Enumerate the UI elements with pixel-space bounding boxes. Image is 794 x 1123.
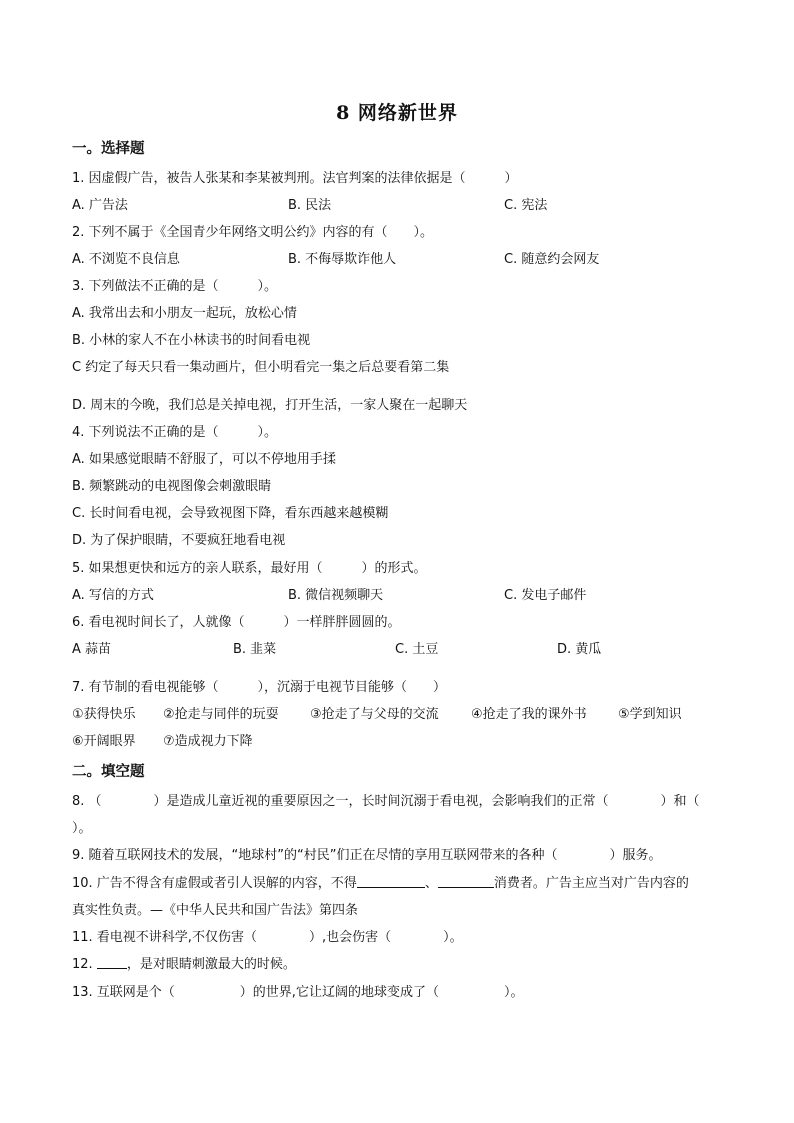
question-5-option-b: B. 微信视频聊天 bbox=[288, 588, 384, 603]
question-2-option-a: A. 不浏览不良信息 bbox=[72, 252, 180, 267]
question-10-line-1 bbox=[72, 875, 689, 893]
question-1-option-a: A. 广告法 bbox=[72, 198, 128, 213]
question-10-text-2: 、 bbox=[424, 876, 438, 891]
question-4-option-a: A. 如果感觉眼睛不舒服了，可以不停地用手揉 bbox=[72, 452, 336, 467]
question-5-option-a: A. 写信的方式 bbox=[72, 588, 154, 603]
question-2-option-c: C. 随意约会网友 bbox=[504, 252, 600, 267]
question-7-choice-6: ⑥开阔眼界 bbox=[72, 734, 136, 749]
question-7-choice-4: ④抢走了我的课外书 bbox=[471, 707, 587, 722]
question-6-option-a: A 蒜苗 bbox=[72, 642, 112, 657]
question-10-text-3: 消费者。广告主应当对广告内容的 bbox=[493, 876, 689, 891]
section-heading-choice: 一。选择题 bbox=[72, 141, 145, 157]
answer-blank[interactable] bbox=[97, 956, 127, 969]
question-3-option-a: A. 我常出去和小朋友一起玩，放松心情 bbox=[72, 306, 297, 321]
question-3-option-c: C 约定了每天只看一集动画片，但小明看完一集之后总要看第二集 bbox=[72, 360, 450, 375]
question-2-stem: 2. 下列不属于《全国青少年网络文明公约》内容的有（ ）。 bbox=[72, 225, 434, 240]
question-5-stem: 5. 如果想更快和远方的亲人联系，最好用（ ）的形式。 bbox=[72, 561, 427, 576]
question-1-option-c: C. 宪法 bbox=[504, 198, 548, 213]
question-10-line-2: 真实性负责。—《中华人民共和国广告法》第四条 bbox=[72, 903, 359, 918]
section-heading-fill: 二。填空题 bbox=[72, 764, 145, 780]
question-3-option-d: D. 周末的今晚，我们总是关掉电视，打开生活，一家人聚在一起聊天 bbox=[72, 398, 468, 413]
question-6-option-c: C. 土豆 bbox=[395, 642, 439, 657]
question-5-option-c: C. 发电子邮件 bbox=[504, 588, 587, 603]
question-4-stem: 4. 下列说法不正确的是（ ）。 bbox=[72, 425, 278, 440]
question-7-choice-3: ③抢走了与父母的交流 bbox=[310, 707, 439, 722]
answer-blank[interactable] bbox=[357, 875, 425, 888]
question-2-option-b: B. 不侮辱欺诈他人 bbox=[288, 252, 397, 267]
question-12-number: 12. bbox=[72, 957, 97, 972]
question-3-option-b: B. 小林的家人不在小林读书的时间看电视 bbox=[72, 333, 311, 348]
question-6-stem: 6. 看电视时间长了，人就像（ ）一样胖胖圆圆的。 bbox=[72, 615, 401, 630]
question-12-line bbox=[72, 956, 296, 974]
question-7-stem: 7. 有节制的看电视能够（ ），沉溺于电视节目能够（ ） bbox=[72, 680, 447, 695]
question-8-line-2: ）。 bbox=[72, 821, 92, 836]
question-9-stem: 9. 随着互联网技术的发展，“地球村”的“村民”们正在尽情的享用互联网带来的各种（ ）服务。 bbox=[72, 848, 662, 863]
answer-blank[interactable] bbox=[438, 875, 494, 888]
question-12-text: ，是对眼睛刺激最大的时候。 bbox=[126, 957, 296, 972]
question-13-stem: 13. 互联网是个（ ）的世界,它让辽阔的地球变成了（ ）。 bbox=[72, 985, 524, 1000]
question-4-option-c: C. 长时间看电视，会导致视图下降，看东西越来越模糊 bbox=[72, 506, 389, 521]
question-8-line-1: 8. （ ）是造成儿童近视的重要原因之一，长时间沉溺于看电视，会影响我们的正常（ ）和（ bbox=[72, 794, 700, 809]
question-3-stem: 3. 下列做法不正确的是（ ）。 bbox=[72, 279, 278, 294]
page-title: 8 网络新世界 bbox=[336, 102, 458, 124]
question-7-choice-7: ⑦造成视力下降 bbox=[163, 734, 253, 749]
question-1-option-b: B. 民法 bbox=[288, 198, 332, 213]
question-7-choice-5: ⑤学到知识 bbox=[618, 707, 682, 722]
question-6-option-b: B. 韭菜 bbox=[233, 642, 277, 657]
question-10-text-1: 10. 广告不得含有虚假或者引人误解的内容，不得 bbox=[72, 876, 357, 891]
question-1-stem: 1. 因虚假广告，被告人张某和李某被判刑。法官判案的法律依据是（ ） bbox=[72, 171, 518, 186]
question-7-choice-1: ①获得快乐 bbox=[72, 707, 136, 722]
question-7-choice-2: ②抢走与同伴的玩耍 bbox=[163, 707, 279, 722]
question-4-option-b: B. 频繁跳动的电视图像会刺激眼睛 bbox=[72, 479, 272, 494]
question-11-stem: 11. 看电视不讲科学,不仅伤害（ ）,也会伤害（ ）。 bbox=[72, 930, 463, 945]
question-4-option-d: D. 为了保护眼睛，不要疯狂地看电视 bbox=[72, 533, 286, 548]
question-6-option-d: D. 黄瓜 bbox=[557, 642, 602, 657]
